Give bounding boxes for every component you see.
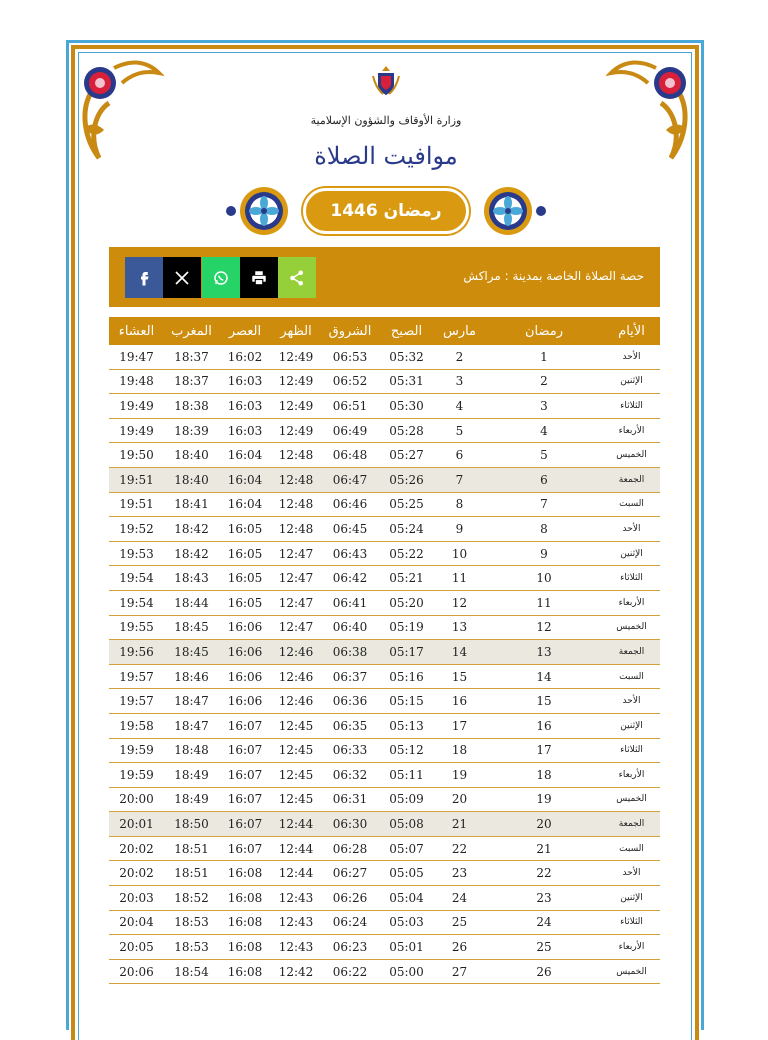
cell-march: 6 (434, 443, 485, 468)
cell-fajr: 05:03 (379, 910, 434, 935)
cell-march: 15 (434, 664, 485, 689)
cell-fajr: 05:20 (379, 590, 434, 615)
cell-dhuhr: 12:49 (271, 394, 321, 419)
cell-day: السبت (603, 664, 660, 689)
cell-march: 7 (434, 467, 485, 492)
cell-fajr: 05:07 (379, 836, 434, 861)
cell-dhuhr: 12:48 (271, 467, 321, 492)
cell-isha: 19:59 (109, 738, 164, 763)
cell-maghrib: 18:40 (164, 467, 219, 492)
table-header-row (109, 317, 660, 345)
table-row (109, 935, 660, 960)
cell-ramadan: 18 (485, 763, 603, 788)
cell-shuruq: 06:37 (321, 664, 379, 689)
cell-asr: 16:08 (219, 959, 271, 984)
table-row (109, 467, 660, 492)
cell-march: 2 (434, 345, 485, 369)
cell-dhuhr: 12:48 (271, 517, 321, 542)
cell-maghrib: 18:37 (164, 369, 219, 394)
cell-dhuhr: 12:44 (271, 812, 321, 837)
cell-fajr: 05:16 (379, 664, 434, 689)
cell-dhuhr: 12:47 (271, 590, 321, 615)
cell-march: 16 (434, 689, 485, 714)
table-row (109, 836, 660, 861)
cell-maghrib: 18:44 (164, 590, 219, 615)
cell-fajr: 05:15 (379, 689, 434, 714)
table-row (109, 590, 660, 615)
cell-fajr: 05:27 (379, 443, 434, 468)
cell-maghrib: 18:53 (164, 910, 219, 935)
cell-maghrib: 18:45 (164, 640, 219, 665)
cell-dhuhr: 12:44 (271, 861, 321, 886)
cell-march: 11 (434, 566, 485, 591)
cell-day: الخميس (603, 959, 660, 984)
cell-asr: 16:03 (219, 394, 271, 419)
cell-march: 4 (434, 394, 485, 419)
cell-march: 20 (434, 787, 485, 812)
cell-day: الأربعاء (603, 590, 660, 615)
cell-dhuhr: 12:43 (271, 910, 321, 935)
share-icon (288, 269, 306, 287)
col-header-dhuhr: الظهر (271, 317, 321, 345)
whatsapp-share-button[interactable] (202, 257, 240, 298)
cell-asr: 16:07 (219, 738, 271, 763)
cell-dhuhr: 12:45 (271, 713, 321, 738)
cell-march: 9 (434, 517, 485, 542)
cell-march: 3 (434, 369, 485, 394)
cell-asr: 16:06 (219, 615, 271, 640)
cell-day: الأحد (603, 689, 660, 714)
cell-day: الأربعاء (603, 418, 660, 443)
cell-isha: 19:48 (109, 369, 164, 394)
cell-isha: 19:59 (109, 763, 164, 788)
table-row (109, 910, 660, 935)
cell-shuruq: 06:24 (321, 910, 379, 935)
cell-dhuhr: 12:48 (271, 492, 321, 517)
cell-maghrib: 18:42 (164, 541, 219, 566)
cell-maghrib: 18:38 (164, 394, 219, 419)
cell-isha: 19:53 (109, 541, 164, 566)
cell-asr: 16:05 (219, 566, 271, 591)
cell-shuruq: 06:33 (321, 738, 379, 763)
cell-march: 24 (434, 886, 485, 911)
cell-shuruq: 06:28 (321, 836, 379, 861)
cell-dhuhr: 12:46 (271, 689, 321, 714)
cell-dhuhr: 12:49 (271, 369, 321, 394)
cell-day: الخميس (603, 615, 660, 640)
cell-isha: 19:50 (109, 443, 164, 468)
cell-isha: 19:49 (109, 394, 164, 419)
cell-dhuhr: 12:49 (271, 345, 321, 369)
cell-fajr: 05:13 (379, 713, 434, 738)
cell-asr: 16:05 (219, 517, 271, 542)
ornament-dot (536, 206, 546, 216)
cell-fajr: 05:12 (379, 738, 434, 763)
cell-day: الجمعة (603, 467, 660, 492)
cell-day: الأحد (603, 345, 660, 369)
cell-shuruq: 06:35 (321, 713, 379, 738)
cell-ramadan: 5 (485, 443, 603, 468)
cell-march: 8 (434, 492, 485, 517)
cell-ramadan: 20 (485, 812, 603, 837)
table-row (109, 541, 660, 566)
rosette-ornament-icon (483, 186, 533, 236)
cell-shuruq: 06:46 (321, 492, 379, 517)
cell-dhuhr: 12:45 (271, 738, 321, 763)
cell-march: 22 (434, 836, 485, 861)
print-icon (250, 269, 268, 287)
cell-ramadan: 12 (485, 615, 603, 640)
ramadan-banner (226, 184, 546, 240)
table-row (109, 861, 660, 886)
cell-maghrib: 18:49 (164, 787, 219, 812)
cell-ramadan: 17 (485, 738, 603, 763)
cell-ramadan: 22 (485, 861, 603, 886)
cell-dhuhr: 12:47 (271, 566, 321, 591)
table-row (109, 566, 660, 591)
cell-asr: 16:03 (219, 369, 271, 394)
cell-maghrib: 18:37 (164, 345, 219, 369)
col-header-asr: العصر (219, 317, 271, 345)
cell-shuruq: 06:45 (321, 517, 379, 542)
cell-asr: 16:08 (219, 935, 271, 960)
cell-isha: 19:58 (109, 713, 164, 738)
table-row (109, 418, 660, 443)
cell-day: الأحد (603, 861, 660, 886)
cell-march: 13 (434, 615, 485, 640)
cell-march: 25 (434, 910, 485, 935)
cell-ramadan: 2 (485, 369, 603, 394)
cell-shuruq: 06:36 (321, 689, 379, 714)
cell-fajr: 05:30 (379, 394, 434, 419)
cell-asr: 16:06 (219, 689, 271, 714)
cell-fajr: 05:26 (379, 467, 434, 492)
cell-maghrib: 18:40 (164, 443, 219, 468)
cell-asr: 16:07 (219, 713, 271, 738)
cell-maghrib: 18:51 (164, 861, 219, 886)
cell-isha: 20:00 (109, 787, 164, 812)
cell-ramadan: 14 (485, 664, 603, 689)
x-share-button[interactable] (163, 257, 201, 298)
cell-maghrib: 18:51 (164, 836, 219, 861)
cell-fajr: 05:32 (379, 345, 434, 369)
cell-ramadan: 23 (485, 886, 603, 911)
cell-ramadan: 7 (485, 492, 603, 517)
cell-shuruq: 06:48 (321, 443, 379, 468)
cell-fajr: 05:25 (379, 492, 434, 517)
cell-march: 19 (434, 763, 485, 788)
cell-day: الخميس (603, 787, 660, 812)
cell-asr: 16:08 (219, 910, 271, 935)
cell-day: الجمعة (603, 640, 660, 665)
table-row (109, 738, 660, 763)
cell-fajr: 05:31 (379, 369, 434, 394)
cell-maghrib: 18:41 (164, 492, 219, 517)
cell-shuruq: 06:51 (321, 394, 379, 419)
cell-asr: 16:07 (219, 812, 271, 837)
ramadan-year-label: رمضان 1446 (303, 188, 469, 234)
cell-asr: 16:08 (219, 861, 271, 886)
cell-day: الثلاثاء (603, 738, 660, 763)
cell-fajr: 05:28 (379, 418, 434, 443)
table-row (109, 812, 660, 837)
cell-shuruq: 06:43 (321, 541, 379, 566)
table-row (109, 664, 660, 689)
table-row (109, 517, 660, 542)
cell-march: 5 (434, 418, 485, 443)
cell-shuruq: 06:22 (321, 959, 379, 984)
cell-march: 21 (434, 812, 485, 837)
cell-dhuhr: 12:45 (271, 763, 321, 788)
table-row (109, 689, 660, 714)
cell-dhuhr: 12:46 (271, 640, 321, 665)
cell-maghrib: 18:50 (164, 812, 219, 837)
cell-fajr: 05:24 (379, 517, 434, 542)
table-row (109, 886, 660, 911)
cell-fajr: 05:04 (379, 886, 434, 911)
cell-isha: 19:51 (109, 492, 164, 517)
cell-fajr: 05:19 (379, 615, 434, 640)
cell-ramadan: 26 (485, 959, 603, 984)
col-header-shuruq: الشروق (321, 317, 379, 345)
cell-maghrib: 18:53 (164, 935, 219, 960)
col-header-march: مارس (434, 317, 485, 345)
cell-day: السبت (603, 492, 660, 517)
corner-ornament-right (606, 48, 696, 178)
cell-isha: 19:47 (109, 345, 164, 369)
cell-isha: 20:02 (109, 836, 164, 861)
cell-ramadan: 6 (485, 467, 603, 492)
prayer-times-table (109, 317, 660, 984)
table-row (109, 492, 660, 517)
table-row (109, 443, 660, 468)
cell-fajr: 05:11 (379, 763, 434, 788)
cell-dhuhr: 12:43 (271, 935, 321, 960)
corner-ornament-left (74, 48, 164, 178)
cell-day: الثلاثاء (603, 566, 660, 591)
table-row (109, 394, 660, 419)
table-row (109, 615, 660, 640)
cell-dhuhr: 12:48 (271, 443, 321, 468)
city-label: حصة الصلاة الخاصة بمدينة : مراكش (463, 269, 644, 283)
cell-asr: 16:06 (219, 640, 271, 665)
cell-asr: 16:07 (219, 787, 271, 812)
cell-asr: 16:05 (219, 541, 271, 566)
cell-ramadan: 11 (485, 590, 603, 615)
cell-march: 10 (434, 541, 485, 566)
cell-march: 12 (434, 590, 485, 615)
cell-fajr: 05:01 (379, 935, 434, 960)
cell-isha: 20:04 (109, 910, 164, 935)
cell-maghrib: 18:43 (164, 566, 219, 591)
cell-dhuhr: 12:45 (271, 787, 321, 812)
cell-ramadan: 25 (485, 935, 603, 960)
cell-isha: 19:55 (109, 615, 164, 640)
cell-isha: 19:51 (109, 467, 164, 492)
cell-asr: 16:07 (219, 836, 271, 861)
cell-shuruq: 06:42 (321, 566, 379, 591)
cell-day: الجمعة (603, 812, 660, 837)
cell-shuruq: 06:49 (321, 418, 379, 443)
coat-of-arms-icon (370, 64, 402, 98)
cell-maghrib: 18:52 (164, 886, 219, 911)
facebook-share-button[interactable] (125, 257, 163, 298)
print-button[interactable] (240, 257, 278, 298)
cell-isha: 20:03 (109, 886, 164, 911)
cell-fajr: 05:08 (379, 812, 434, 837)
whatsapp-icon (212, 269, 230, 287)
cell-shuruq: 06:41 (321, 590, 379, 615)
table-row (109, 763, 660, 788)
cell-shuruq: 06:52 (321, 369, 379, 394)
cell-asr: 16:03 (219, 418, 271, 443)
cell-asr: 16:04 (219, 467, 271, 492)
cell-fajr: 05:00 (379, 959, 434, 984)
cell-ramadan: 16 (485, 713, 603, 738)
table-row (109, 959, 660, 984)
cell-day: الأربعاء (603, 935, 660, 960)
cell-fajr: 05:22 (379, 541, 434, 566)
cell-day: الثلاثاء (603, 910, 660, 935)
cell-ramadan: 19 (485, 787, 603, 812)
cell-isha: 19:54 (109, 566, 164, 591)
cell-ramadan: 3 (485, 394, 603, 419)
cell-maghrib: 18:42 (164, 517, 219, 542)
cell-ramadan: 10 (485, 566, 603, 591)
cell-day: الإثنين (603, 886, 660, 911)
table-row (109, 345, 660, 369)
cell-maghrib: 18:47 (164, 689, 219, 714)
cell-march: 26 (434, 935, 485, 960)
ministry-name: وزارة الأوقاف والشؤون الإسلامية (310, 114, 462, 127)
cell-fajr: 05:09 (379, 787, 434, 812)
col-header-fajr: الصبح (379, 317, 434, 345)
cell-shuruq: 06:32 (321, 763, 379, 788)
cell-asr: 16:08 (219, 886, 271, 911)
cell-ramadan: 15 (485, 689, 603, 714)
cell-dhuhr: 12:42 (271, 959, 321, 984)
cell-fajr: 05:17 (379, 640, 434, 665)
cell-march: 14 (434, 640, 485, 665)
cell-day: الثلاثاء (603, 394, 660, 419)
cell-ramadan: 8 (485, 517, 603, 542)
cell-march: 17 (434, 713, 485, 738)
cell-maghrib: 18:54 (164, 959, 219, 984)
cell-isha: 19:56 (109, 640, 164, 665)
cell-march: 18 (434, 738, 485, 763)
cell-isha: 19:54 (109, 590, 164, 615)
cell-shuruq: 06:38 (321, 640, 379, 665)
cell-isha: 20:06 (109, 959, 164, 984)
col-header-days: الأيام (603, 317, 660, 345)
cell-ramadan: 21 (485, 836, 603, 861)
cell-maghrib: 18:45 (164, 615, 219, 640)
cell-ramadan: 4 (485, 418, 603, 443)
cell-fajr: 05:21 (379, 566, 434, 591)
cell-ramadan: 24 (485, 910, 603, 935)
cell-day: الأربعاء (603, 763, 660, 788)
table-row (109, 369, 660, 394)
cell-shuruq: 06:47 (321, 467, 379, 492)
cell-isha: 19:52 (109, 517, 164, 542)
cell-asr: 16:06 (219, 664, 271, 689)
cell-isha: 20:01 (109, 812, 164, 837)
cell-day: الخميس (603, 443, 660, 468)
cell-day: الأحد (603, 517, 660, 542)
city-share-bar (109, 247, 660, 307)
page-title: موافيت الصلاة (314, 142, 458, 170)
cell-maghrib: 18:48 (164, 738, 219, 763)
table-row (109, 787, 660, 812)
cell-dhuhr: 12:46 (271, 664, 321, 689)
cell-fajr: 05:05 (379, 861, 434, 886)
col-header-ramadan: رمضان (485, 317, 603, 345)
cell-maghrib: 18:49 (164, 763, 219, 788)
cell-ramadan: 9 (485, 541, 603, 566)
cell-dhuhr: 12:43 (271, 886, 321, 911)
cell-shuruq: 06:40 (321, 615, 379, 640)
cell-march: 23 (434, 861, 485, 886)
facebook-icon (135, 269, 153, 287)
col-header-isha: العشاء (109, 317, 164, 345)
cell-maghrib: 18:39 (164, 418, 219, 443)
cell-shuruq: 06:23 (321, 935, 379, 960)
x-icon (173, 269, 191, 287)
cell-day: الإثنين (603, 713, 660, 738)
share-button[interactable] (278, 257, 316, 298)
cell-shuruq: 06:30 (321, 812, 379, 837)
cell-day: السبت (603, 836, 660, 861)
cell-maghrib: 18:46 (164, 664, 219, 689)
cell-shuruq: 06:26 (321, 886, 379, 911)
cell-isha: 19:57 (109, 689, 164, 714)
cell-dhuhr: 12:47 (271, 615, 321, 640)
cell-shuruq: 06:31 (321, 787, 379, 812)
rosette-ornament-icon (239, 186, 289, 236)
cell-ramadan: 13 (485, 640, 603, 665)
cell-isha: 19:49 (109, 418, 164, 443)
cell-isha: 20:02 (109, 861, 164, 886)
cell-asr: 16:07 (219, 763, 271, 788)
cell-asr: 16:05 (219, 590, 271, 615)
table-row (109, 713, 660, 738)
cell-asr: 16:04 (219, 492, 271, 517)
cell-asr: 16:02 (219, 345, 271, 369)
cell-march: 27 (434, 959, 485, 984)
cell-ramadan: 1 (485, 345, 603, 369)
cell-day: الإثنين (603, 541, 660, 566)
cell-day: الإثنين (603, 369, 660, 394)
cell-shuruq: 06:27 (321, 861, 379, 886)
col-header-maghrib: المغرب (164, 317, 219, 345)
cell-dhuhr: 12:47 (271, 541, 321, 566)
ornament-dot (226, 206, 236, 216)
cell-shuruq: 06:53 (321, 345, 379, 369)
cell-dhuhr: 12:49 (271, 418, 321, 443)
table-row (109, 640, 660, 665)
cell-isha: 19:57 (109, 664, 164, 689)
cell-isha: 20:05 (109, 935, 164, 960)
cell-dhuhr: 12:44 (271, 836, 321, 861)
cell-asr: 16:04 (219, 443, 271, 468)
cell-maghrib: 18:47 (164, 713, 219, 738)
